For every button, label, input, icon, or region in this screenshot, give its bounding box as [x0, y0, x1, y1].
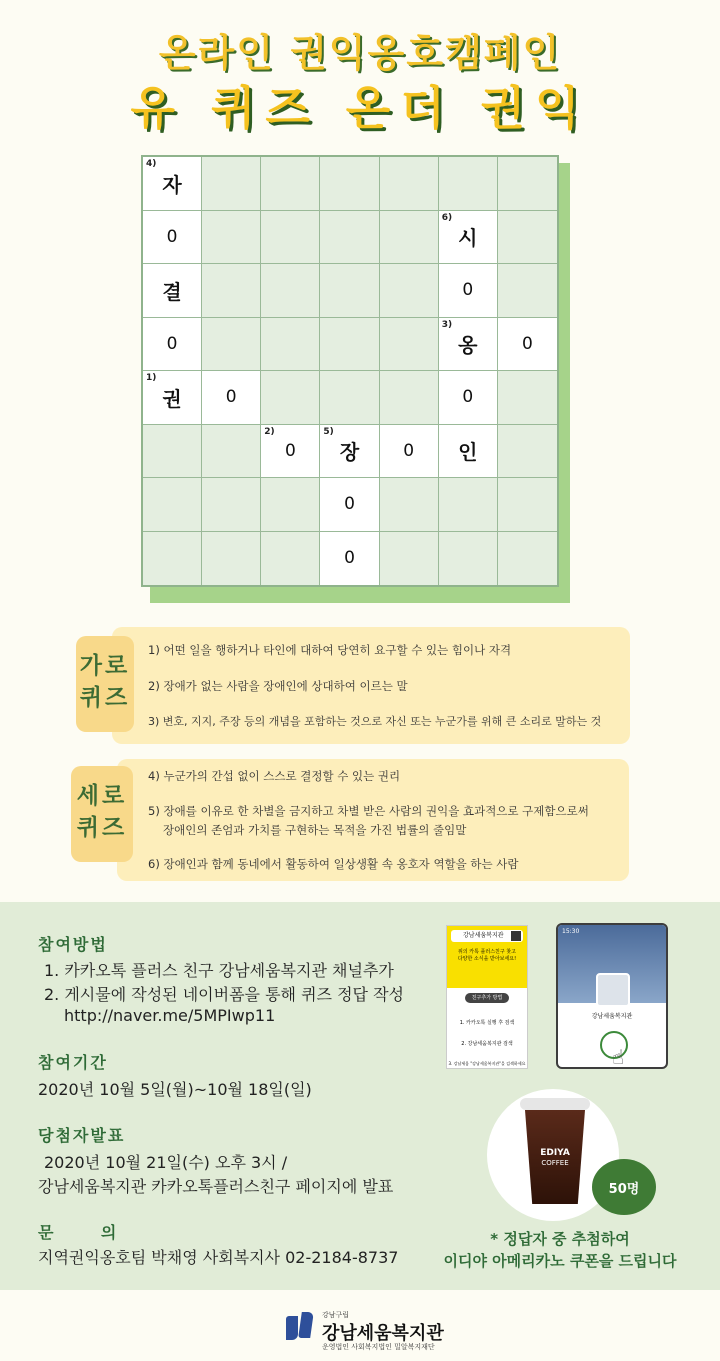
grid-cell [202, 318, 261, 372]
grid-cell [320, 478, 379, 532]
phone1-step3: 3. 강남세움 "강남세움복지관"을 검색하세요 [448, 1061, 526, 1066]
grid-cell [498, 532, 557, 586]
contact-text: 지역권익옹호팀 박채영 사회복지사 02-2184-8737 [38, 1248, 399, 1267]
campaign-title: 온라인 권익옹호캠페인 [158, 31, 562, 75]
cell-letter: 결 [162, 279, 182, 304]
phone1-guide-button: 친구추가 방법 [465, 993, 509, 1003]
down-clue-5-cont: 장애인의 존엄과 가치를 구현하는 목적을 가진 법률의 줄임말 [163, 823, 467, 837]
grid-cell [143, 211, 202, 265]
down-clue-5: 5) 장애를 이유로 한 차별을 금지하고 차별 받은 사람의 권익을 효과적으로 구제함으로써 [148, 804, 589, 818]
down-tag-line1: 세로 [76, 783, 128, 809]
grid-cell [439, 425, 498, 479]
winner-text-2: 강남세움복지관 카카오톡플러스친구 페이지에 발표 [38, 1177, 394, 1196]
across-clue-3: 3) 변호, 지지, 주장 등의 개념을 포함하는 것으로 자신 또는 누군가를 위해 큰 소리로 말하는 것 [148, 715, 602, 728]
grid-cell [498, 157, 557, 211]
down-tag-line2: 퀴즈 [76, 815, 128, 841]
grid-cell [380, 211, 439, 265]
grid-cell [261, 211, 320, 265]
grid-cell [380, 264, 439, 318]
grid-cell [143, 425, 202, 479]
grid-cell [143, 532, 202, 586]
clue-number: 3) [441, 319, 453, 330]
kakao-profile-image [556, 923, 668, 1069]
across-clue-1: 1) 어떤 일을 행하거나 타인에 대하여 당연히 요구할 수 있는 힘이나 자격 [148, 643, 512, 657]
clue-number: 5) [323, 426, 334, 437]
grid-cell [320, 211, 379, 265]
grid-cell [380, 532, 439, 586]
join-url-link[interactable]: http://naver.me/5MPIwp11 [64, 1006, 276, 1025]
cell-letter: 0 [462, 280, 474, 301]
down-quiz-tag [71, 766, 133, 862]
grid-cell [320, 318, 379, 372]
join-heading: 참여방법 [38, 935, 108, 954]
clue-number: 6) [441, 212, 453, 223]
grid-cell [498, 318, 557, 372]
grid-cell [261, 532, 320, 586]
footer-small: 강남구립 [322, 1311, 350, 1319]
cell-letter: 0 [166, 226, 178, 247]
grid-cell [320, 264, 379, 318]
grid-cell [143, 264, 202, 318]
footer-name: 강남세움복지관 [322, 1323, 444, 1344]
welfare-center-logo-icon [286, 1312, 316, 1340]
grid-cell [320, 425, 379, 479]
phone1-line2: 다양한 소식을 받아보세요! [457, 956, 517, 962]
grid-cell [202, 532, 261, 586]
cell-letter: 옹 [458, 333, 478, 358]
grid-cell [439, 478, 498, 532]
across-clue-2: 2) 장애가 없는 사람을 장애인에 상대하여 이르는 말 [148, 679, 408, 693]
cell-letter: 0 [166, 333, 178, 354]
winner-count-badge: 50명 [592, 1159, 656, 1215]
period-heading: 참여기간 [38, 1053, 108, 1072]
phone2-time: 15:30 [562, 928, 580, 935]
grid-cell [261, 318, 320, 372]
cell-letter: 권 [162, 386, 182, 411]
grid-cell [439, 211, 498, 265]
coffee-cup-icon [520, 1098, 590, 1208]
winner-heading: 당첨자발표 [38, 1126, 126, 1145]
prize-note-1: * 정답자 중 추첨하여 [490, 1230, 630, 1248]
grid-cell [143, 371, 202, 425]
down-clue-4: 4) 누군가의 간섭 없이 스스로 결정할 수 있는 권리 [148, 769, 401, 783]
grid-cell [202, 157, 261, 211]
grid-cell [261, 478, 320, 532]
cell-letter: 0 [462, 387, 474, 408]
join-step-2: 2. 게시물에 작성된 네이버폼을 통해 퀴즈 정답 작성 [44, 985, 404, 1004]
grid-cell [202, 371, 261, 425]
down-clue-6: 6) 장애인과 함께 동네에서 활동하여 일상생활 속 옹호자 역할을 하는 사람 [148, 857, 519, 871]
grid-cell [380, 157, 439, 211]
grid-cell [498, 425, 557, 479]
cell-letter: 0 [225, 387, 237, 408]
cell-letter: 인 [458, 440, 478, 465]
grid-cell [202, 211, 261, 265]
grid-cell [261, 371, 320, 425]
grid-cell [498, 371, 557, 425]
grid-cell [320, 157, 379, 211]
grid-cell [320, 371, 379, 425]
prize-note-2: 이디야 아메리카노 쿠폰을 드립니다 [443, 1252, 677, 1270]
cell-letter: 0 [344, 548, 355, 569]
across-tag-line2: 퀴즈 [79, 685, 131, 711]
profile-avatar [596, 973, 630, 1007]
phone1-channel-bar [451, 930, 523, 942]
grid-cell [143, 157, 202, 211]
kakao-guide-image [446, 925, 528, 1069]
phone1-step1: 1. 카카오톡 실행 후 검색 [459, 1020, 515, 1026]
clue-number: 2) [264, 426, 275, 437]
across-tag-line1: 가로 [79, 653, 131, 679]
clue-number: 1) [146, 373, 157, 383]
qr-code-icon [511, 931, 521, 941]
grid-cell [261, 264, 320, 318]
cup-brand: EDIYA [540, 1148, 570, 1158]
across-quiz-tag [76, 636, 134, 732]
cell-letter: 시 [458, 226, 478, 251]
grid-cell [498, 264, 557, 318]
grid-cell [380, 425, 439, 479]
cup-sub: COFFEE [541, 1159, 569, 1167]
grid-cell [261, 157, 320, 211]
grid-cell [320, 532, 379, 586]
footer [0, 1290, 720, 1361]
footer-sub: 운영법인 사회복지법인 밀알복지재단 [322, 1343, 435, 1351]
cell-letter: 자 [162, 172, 182, 197]
clue-number: 4) [146, 159, 157, 169]
cell-letter: 0 [522, 333, 533, 354]
grid-cell [202, 425, 261, 479]
grid-cell [380, 318, 439, 372]
grid-cell [439, 264, 498, 318]
grid-cell [439, 157, 498, 211]
grid-cell [498, 478, 557, 532]
phone1-line1: 위의 카톡 플러스친구 찾고 [458, 949, 516, 955]
grid-cell [143, 478, 202, 532]
grid-cell [380, 478, 439, 532]
phone1-step2: 2. 강남세움복지관 검색 [461, 1041, 513, 1047]
period-text: 2020년 10월 5일(월)~10월 18일(일) [38, 1080, 312, 1099]
phone1-channel-name: 강남세움복지관 [463, 932, 504, 939]
grid-cell [439, 371, 498, 425]
grid-cell [202, 478, 261, 532]
contact-heading: 문 의 [38, 1223, 119, 1242]
phone2-name: 강남세움복지관 [591, 1013, 633, 1020]
cell-letter: 0 [284, 440, 296, 461]
cell-letter: 장 [339, 440, 360, 465]
grid-cell [202, 264, 261, 318]
winner-text-1: 2020년 10월 21일(수) 오후 3시 / [44, 1153, 288, 1172]
grid-cell [439, 318, 498, 372]
pointer-hand-icon: ☝ [612, 1045, 625, 1069]
join-step-1: 1. 카카오톡 플러스 친구 강남세움복지관 채널추가 [44, 961, 394, 980]
grid-cell [261, 425, 320, 479]
grid-cell [498, 211, 557, 265]
crossword-grid [141, 155, 559, 587]
grid-cell [143, 318, 202, 372]
grid-cell [439, 532, 498, 586]
cell-letter: 0 [403, 440, 415, 461]
cell-letter: 0 [344, 494, 355, 515]
grid-cell [380, 371, 439, 425]
quiz-title: 유 퀴즈 온더 권익 [130, 81, 590, 135]
